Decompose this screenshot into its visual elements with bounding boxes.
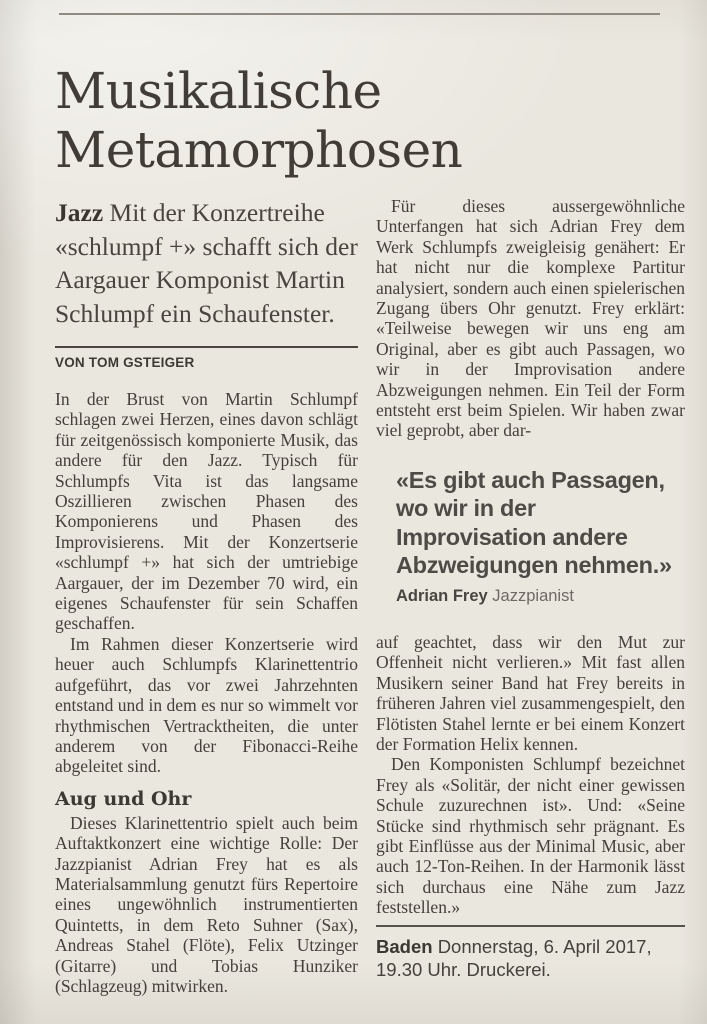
paragraph-right-2: auf geachtet, dass wir den Mut zur Offenheit nicht verlieren.» Mit fast allen Musikern seiner Band hat Frey bereits in früheren Jahren viel zusammengespielt, den Flötisten Stahel lernte er bei einem Konzert der Formation Helix kennen.	[376, 631, 685, 754]
paragraph-right-3: Den Komponisten Schlumpf bezeichnet Frey als «Solitär, der nicht einer gewissen Schule zuzurechnen ist». Und: «Seine Stücke sind rhythmisch sehr prägnant. Es gibt Einflüsse aus der Minimal Music, aber auch 12-Ton-Reihen. In der Harmonik lässt sich durchaus eine Nähe zum Jazz feststellen.»	[376, 754, 685, 918]
pull-quote	[376, 466, 685, 606]
event-info	[376, 925, 685, 982]
byline-text: VON TOM GSTEIGER	[55, 355, 195, 370]
section-subheading: Aug und Ohr	[55, 787, 192, 810]
event-details: Donnerstag, 6. April 2017, 19.30 Uhr. Druckerei.	[376, 935, 652, 981]
pull-quote-text: «Es gibt auch Passagen, wo wir in der Improvisation andere Abzweigungen nehmen.»	[396, 466, 672, 579]
left-column	[55, 196, 358, 996]
lead-text: Mit der Konzertreihe «schlumpf +» schafft sich der Aargauer Komponist Martin Schlumpf ein Schaufenster.	[55, 198, 358, 328]
paragraph-left-2: Im Rahmen dieser Konzertserie wird heuer auch Schlumpfs Klarinettentrio aufgeführt, das vor zwei Jahrzehnten entstand und in dem es nur so wimmelt vor rhythmischen Vertracktheiten, die unter anderem von der Fibonacci-Reihe abgeleitet sind.	[55, 633, 358, 777]
pull-quote-attribution	[396, 587, 685, 606]
pull-quote-author: Adrian Frey	[396, 586, 488, 605]
paragraph-left-3: Dieses Klarinettentrio spielt auch beim Auftaktkonzert eine wichtige Rolle: Der Jazzpianist Adrian Frey hat es als Materialsammlung genutzt fürs Repertoire eines ungewöhnlich instrumentierten Quintetts, in dem Reto Suhner (Sax), Andreas Stahel (Flöte), Felix Utzinger (Gitarre) und Tobias Hunziker (Schlagzeug) mitwirken.	[55, 812, 358, 996]
lead-paragraph	[55, 196, 358, 330]
right-column	[376, 196, 685, 982]
byline	[55, 346, 358, 370]
paragraph-right-1: Für dieses aussergewöhnliche Unterfangen hat sich Adrian Frey dem Werk Schlumpfs zweigleisig genähert: Er hat nicht nur die komplexe Partitur analysiert, sondern auch einen spielerischen Zugang übers Ohr genutzt. Frey erklärt: «Teilweise bewegen wir uns eng am Original, aber es gibt auch Passagen, wo wir in der Improvisation andere Abzweigungen nehmen. Ein Teil der Form entsteht erst beim Spielen. Wir haben zwar viel geprobt, aber dar-	[376, 196, 685, 441]
pull-quote-role: Jazzpianist	[492, 586, 574, 605]
kicker-label: Jazz	[55, 198, 104, 227]
article-headline: Musikalische Metamorphosen	[55, 61, 463, 179]
event-location: Baden	[376, 935, 433, 957]
paragraph-left-1: In der Brust von Martin Schlumpf schlagen zwei Herzen, eines davon schlägt für zeitgenössisch komponierte Musik, das andere für den Jazz. Typisch für Schlumpfs Vita ist das langsame Oszillieren zwischen Phasen des Komponierens und Phasen des Improvisierens. Mit der Konzertserie «schlumpf +» hat sich der umtriebige Aargauer, der im Dezember 70 wird, ein eigenes Schaufenster für sein Schaffen geschaffen.	[55, 389, 358, 634]
masthead-rule	[59, 13, 660, 15]
